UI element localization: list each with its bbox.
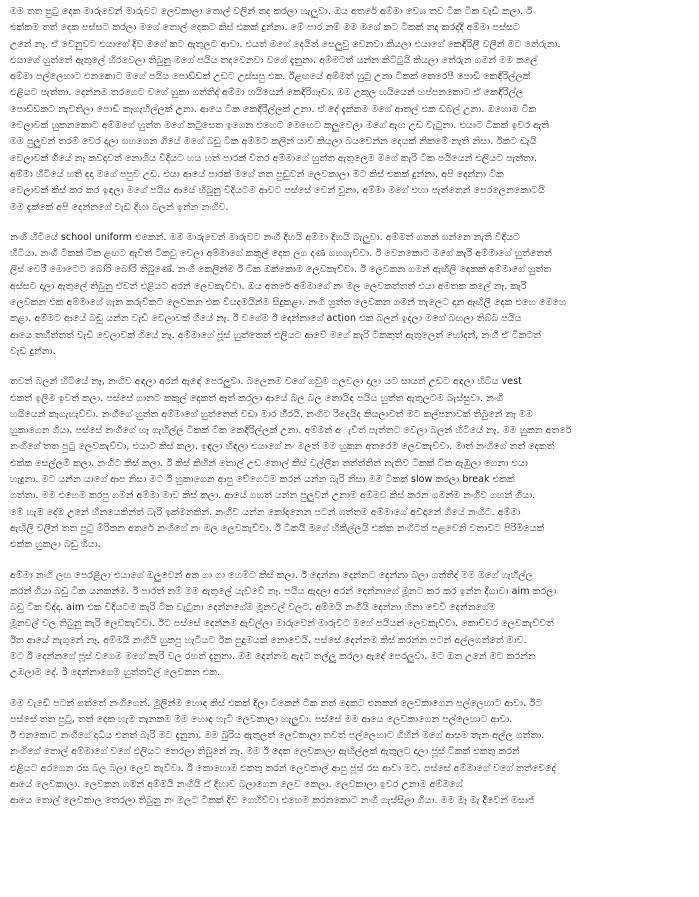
- text-line: එක්ක සෙල්ලම් කලා. නංගිට කිස් කලා. ඊ කිස් කිහින් තොල් උඩ තොල් කිස් වල්ලිත තත්ත්තිත් නැතිව ටිකක් ටික ඇඹුලා ගෙනා එයා: [10, 457, 528, 469]
- text-line: අම්මා හීටියේ හති දදා මගේ පපුව උඩ. එයා ආයේ පාරක් මගේ තත පුඩුවන් ලෙවකාලා මට කිස් එකක් දුන්නා. අපි දෙන්නා ටික: [10, 168, 504, 180]
- text-line: පොඩ්ඩකට නැවතිලා පොඩි කෑගැහිල්ලක් උනා. ආයෙ ටික කෙඳිරිල්ලක් උනා. ඒ දේ දැක්කම මගේ ආතල් එක ඩබල් උනා. ඔහොම ටික: [10, 103, 537, 115]
- text-line: බඩු ටික විද්දා. aim එක විදියටම කැරි ටික වැටුනා දෙන්නගේම මූනවල් වලට. අම්මයි නංගියි දෙන්නා හිනා වෙවී දෙන්නගේම: [10, 602, 496, 614]
- paragraph-1: [10, 4, 689, 216]
- text-line: එක්කම තත් දෙක පස්සට කරලා මගේ තොල් දෙකට කිස් එකක් දුන්නා. මේ පාර නම් මම මගේ කට ටිකක් තද කරද්දි අම්මා පස්සට: [10, 22, 520, 34]
- text-line: එළියට පැත්තා. දෙන්නම තරගෙට වගේ හුකා ගත්තිද් අම්මා හයියෙන් කෙඳිරිගෑවා. මම උකුල හයියෙන් හප්පනකොට ඒ කෙඳිරිල්ල: [10, 87, 524, 99]
- text-line: ඊත ආයේ නැගුනේ නෑ. අම්මයි නංගියි හුකපු හැටියට ඊක පුදුමයක් නොවෙයි. පස්සේ දෙන්නම කිස් කරන්න පටන් අල්ලගත්තේ මාව.: [10, 634, 527, 646]
- text-line: මම තත පුටු දෙක මාරුවෙන් මාරුවට ලෙවකාලා තොල් වලින් තද කරලා හැලුවා. ඔය අතරේ අම්මා වෙශ තව ටික ටික වැඩි කලා. ඊ: [10, 6, 533, 17]
- text-line: කරන් ගියා බඩු ටික යනකන්ම. ඊ පාරත් නම් මම ඇතුලේ යැව්වේ නෑ. පයිය ඇදලා අරන් දෙන්නාගේ මූනට කර කර ඉන්න දීගාවා aim කරලා: [10, 585, 557, 597]
- text-line: උඹලාම දේ. ඊ දෙන්නාගෙම හුත්තවල් ලෙවකන එක.: [10, 667, 221, 679]
- text-line: පස්සේ තත පුටු, තත් දෙක හැම තැනකම මම හොඳ හැටි ලෙවකාලා හැලුවා. පස්සේ මම ආයෙ ලෙවකාගෙන පල්ලෙහාට ආවා.: [10, 713, 513, 725]
- paragraph-5: [10, 696, 689, 810]
- text-line: එළියට අරගෙන රස බල බලා ලෙව කැව්වා. ඊ කොහොම එකතු කරන් ලෙවකාල් ආපු ජූස් රස ආවා මට. පස්සේ අම්මාගේ වගේ තත්වෙදේ: [10, 762, 556, 774]
- text-line: ලිස් වෙරී මොටෙට බෝරි බෝරි තිබුණේ. නංගි කෙලින්ම ඊ ටික ඔක්කොම ලෙවකැව්වා. ඊ ලෙවකන ගමන් ඇඟිලි දෙකක් අම්මාගේ හුත්ත: [10, 264, 552, 276]
- text-line: වැඩ දුන්නා.: [10, 345, 56, 357]
- text-line: ආයෙ තහිත්තත් වැඩි වෙලාවක් ගියේ නෑ. අම්මාගේ ජූස් හුත්තෙත් එලියට ආවේ මගේ කැරි ටිකකුත් ඇතුලෙත් හෝදන්, නංගි ඒ ටිකටත්: [10, 329, 541, 341]
- text-line: අස්සට දාලා ඇතුලේ තිබුනු ඒවත් එළියට අරන් ලෙවකැව්වා. ඔය අතරේ අම්මාගේ නං මල ලෙවකත්තත් එයා අමතක කලේ නෑ. කැරි: [10, 280, 527, 292]
- text-line: අම්මා පල්ලෙහාට එනකොට මගේ පයිය පොඩ්ඩක් උඩට උස්සපු එක. ඊළඟයේ අම්මත් හුටු උනා ටිකක් තෙරෙපී පොඩි කෙඳිරිල්ලක්: [10, 71, 531, 83]
- text-line: නංගි හිටියේ school uniform එකෙන්. මම මාරුවෙන් මාරුවට නංගි දිහයි අම්මා දිහයි බැලුවා. අම්මත් ගතන් ගන්නෙ නැති විදියට: [10, 231, 520, 243]
- text-line: වෙලාවක් ගියේ නෑ කවදාවත් නොගිය විදියට හය හත් පාරක් විතර අම්මාගේ හුත්ත ඇතුලෙම මගේ කැරි ටික පයියෙන් එලියට පැත්තා.: [10, 152, 537, 164]
- text-line: වෙලාවක් කිස් කර කර ඉඳලා මගේ පයිය ආයේ හිබුනු විදියටම ආවට පස්සේ වෙන් වුනා. අම්මා මගේ එහා පැත්තෙන් පෙරලෙනකොටයි: [10, 185, 545, 197]
- text-line: මම වැඩේ පටන් ගත්තේ නංගිගෙන්. මුලින්ම හොඳ කිස් එකක් දීලා ටිකෙන් ටික තත් දෙකට එනකන් ලෙවකාගෙන පල්ලෙහාට ආවා. ඊට: [10, 697, 542, 709]
- text-line: අම්මා නංගි ලඟ පෙරළිලා එයාගේ ඔලුවෙන් අත ගා ගා හෙමිට කිස් කලා. ඊ දෙන්නා දෙන්නට දෙන්නා බලා ගත්තිද් මම මගේ ගැහිල්ල: [10, 569, 533, 581]
- text-line: ඊ එනකොට නංගිගේ දාධිය එනත් බැරි මට දැනුනා. මම බුරිය ඇතුලත් ලෙවකාලා තවත් පල්ලෙහාට ගිහින් මගේ ආසම තැන අල්ල ගත්තා.: [10, 730, 545, 742]
- text-line: ලෙවකන එක අම්මාගේ ගැන කරුවිකට ලෙවකන එක වියදමයින්ම සිදුකළා. නංගි හුත්ත ලෙවකන ගමන් තැලෙට දාන ඇඟිලි දෙක එහෙ මෙහෙ: [10, 297, 567, 309]
- text-line: කළා. අම්මට ආයේ බඩු යන්න වැඩි වෙලාවක් ගියේ නෑ. ඊ වගේම ඊ දෙන්නාගේ action එක බලන් ඉදලා මගේ බඟලා තිබ්බ පයිය: [10, 313, 522, 325]
- text-line: එකත් ඉලිම ඉවත් කලා. පස්සේ ගානට කකුල් දෙකත් ඈත් කරලා ආයේ බල බල තොයිඳ පයිය හුත්ත ඇතුලටම බැස්සුවා. නංගි: [10, 392, 504, 404]
- text-line: ඇඟිලි වලින් තත පුටු මිරිකන අතරේ නංගිගේ නං මල ලෙවකැව්වා. ඊ ටිකයි මගේ හිකිල්ලයි එක්ක නංගිටත් පළවෙනි වතාවට පිරිමියෙක්: [10, 522, 545, 534]
- text-line: ආයෙ තොල් ලෙවකාල තෙරලා තිබුනු නං මලට ටිකක් දිව ගෙහිව්වා එහෙම කරනකොට නංගි ගැස්සිලා ගියා. මම මෑ මැ දීවෙන් මසාජ්: [10, 795, 535, 807]
- text-line: නංගිගේ තොල් අම්මාගේ වගේ ඵලියට තෙරලා තිබුනේ නෑ. මම ඊ දෙක ලෙවකාලා ඇඟිල්ලක් ඇතුලට දාලා ජූස් ටිකක් එකතු කරන්: [10, 746, 520, 758]
- text-line: එක්ක හුකලා බඩු ගියා.: [10, 539, 101, 551]
- text-line: එයාගේ හුත්තේ ඇතුලේ හීරවෙලා තිබුනු මගේ පයිය තදවෙනවා වගේ දැනුනා. අම්මටත් යන්න කිට්ටුයි කියලා තේරුන ගමන් මම කලේ: [10, 54, 538, 66]
- text-line: හැදුනා. මට යන්න යාගේ ආප නිසා මට ඊ හුකාගෙන ආපු වේගෙටම කරන් යන්න බැරි නිසා මම ටිකක් slow කරලා break එකක්: [10, 474, 515, 486]
- text-line: උනේ නෑ. ඒ වෙනුවට එයාගේ දිව මගේ කට ඇතුලට ආවා. එයත් මගේ දෙයිත් සෙලුවු වෙනවා කියලා එයාගේ කෙඳිරිලි වලින් මට තේරුනා.: [10, 38, 561, 50]
- text-line: මම දැක්කේ අපි දෙන්නගේ වැඩ දිහා බලන් ඉන්න නංගිව.: [10, 201, 229, 213]
- paragraph-3: [10, 374, 689, 553]
- text-line: ආයේ ලෙවකාලා. ලෙවකන ගමන් අම්මයි නංගියි ඒ දිහාව බලාගෙන ලෙව කෙලා. ලෙවකාලා ඉවර උනාම අම්මගේ: [10, 779, 463, 791]
- text-line: නංගිගේ තත පුටු ලෙවකැව්වා, එයාට කිස් කලා. ඉඳලා හිඳලා එයාගේ නං මලත් මම හුකන අතරෙම ලෙවකැව්වා. මාත් නංගිගේ තත් දෙකත්: [10, 441, 555, 453]
- text-line: හුකාගෙන ගියා. පස්සේ නංගිගේ හෑ ගැහිල්ල ටිකක් ටික කෙඳිරිල්ලක් උනා. අම්මත් අැවිත් පැත්තට වෙලා බලන් හිටියේ නෑ. මම හුකන අතරේ: [10, 425, 572, 437]
- text-line: තවත් බලන් හිටියේ නෑ, නංගිව අඳලා අරන් ඇඳේ පෙරලුවා. බලෙනම වගේ ගවුම ගලවලා දාලා යට සායත් උඩට අඳලා හිටිය vest: [10, 376, 522, 388]
- text-line: හයියෙන් කෑගැහැව්වා. නංගිගේ හුත්ත අම්මාගේ හුත්තෙත් වඩා මාර හීරයි. නංගිට රිදෙයිද කියලාවත් මට කල්පනාවක් තිබුනේ නෑ මම: [10, 408, 533, 420]
- paragraph-2: [10, 230, 689, 360]
- text-line: මම පුලුවන් තරම් වෙර දාලා ගහගෙන ගියේ මගේ බඩු ටික අම්මට කලින් යාවි කියලා බයවෙන්න දෙයක් නිකමේ නැති නිසා. ඊකට ඩැයි: [10, 136, 537, 148]
- text-line: මට ඊ දෙන්නගේ ජූස් වගෙම මගේ කැරි වල රහත් දැනුනා. මම දෙන්නම ඇදට තල්ලු කරලා ඇදේ පෙරලුවා. මට ඔත උනේ මට කරන්න: [10, 650, 536, 662]
- text-line: වෙලාවක් හුකනකොට අම්මගේ හුත්ත මගේ කටුසෙත ඉගෙන එහෙට මෙහෙට කලුවෙලා මගේ ඇඟ උඩ වැටුනා. එයාට ටිකක් ඉවර ඇති: [10, 120, 550, 132]
- text-line: ගත්තා. මම එහෙම කරපු ගමන් අම්මා මාව කිස් කලා. ආයේ ගහත් යන්න පුලුවන් උනාම අම්මව කිස් කරන ගමන්ම නංගිව ගහත් ගියා.: [10, 490, 536, 502]
- text-line: මේ හැම දේම උනේ හීනයෙකින්ත් බැරි ඉක්මනකින්. නංගිව යන්න කෝදනෙන පටන් ගත්තම අම්මාගේ අවදානේ ගියේ නංගිට. අම්මා: [10, 506, 521, 518]
- paragraph-4: [10, 568, 689, 682]
- text-line: හිටියා. නංගි ටිකක් ටික ළඟට ඇවිත් ටිකවු වෙලා අම්මාගේ කකුල් දෙක ලග දණ ගහගැව්වා. ඊ වෙනකොට මගේ කැරි අම්මාගේ හුත්තෙත්: [10, 248, 552, 260]
- text-line: මූනවල් වල තිබුනු කැරි ලෙවකැව්වා. ඊට පස්සේ දෙන්නම ඇවිල්ලා මාරුවෙන් මාරුවට මගේ පයියත් ලෙවකැව්වා. කොච්චර ලෙවකැව්වත්: [10, 618, 554, 630]
